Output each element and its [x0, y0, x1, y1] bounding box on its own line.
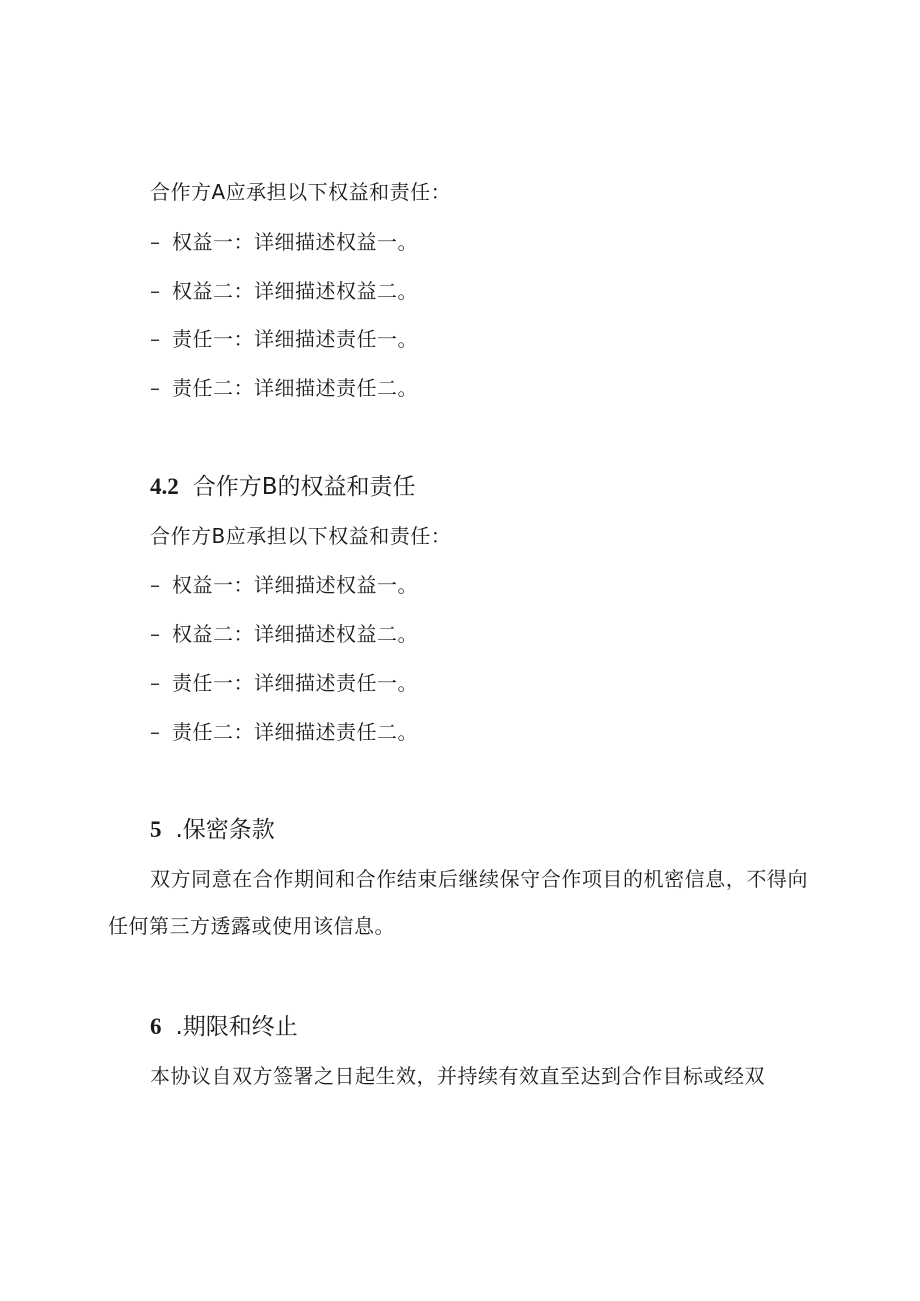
list-item-text: 权益一：详细描述权益一。 — [172, 573, 418, 597]
list-item — [150, 228, 418, 256]
section-5-heading — [150, 815, 275, 845]
bullet-dash: – — [150, 622, 161, 646]
section-number: 4.2 — [150, 474, 179, 499]
list-item — [150, 571, 418, 599]
section-title: .保密条款 — [175, 817, 275, 843]
section-number: 5 — [150, 817, 162, 842]
list-item-text: 责任一：详细描述责任一。 — [172, 327, 418, 351]
bullet-dash: – — [150, 327, 161, 351]
list-item-text: 责任二：详细描述责任二。 — [172, 376, 418, 400]
bullet-dash: – — [150, 230, 161, 254]
section-title: .期限和终止 — [175, 1014, 298, 1040]
list-item-text: 责任一：详细描述责任一。 — [172, 671, 418, 695]
bullet-dash: – — [150, 279, 161, 303]
list-item — [150, 277, 418, 305]
bullet-dash: – — [150, 720, 161, 744]
section-4-2-heading — [150, 472, 416, 502]
bullet-dash: – — [150, 573, 161, 597]
list-item-text: 责任二：详细描述责任二。 — [172, 720, 418, 744]
section-5-body: 双方同意在合作期间和合作结束后继续保守合作项目的机密信息，不得向任何第三方透露或使用该信息。 — [108, 867, 808, 938]
section-number: 6 — [150, 1014, 162, 1039]
list-item-text: 权益一：详细描述权益一。 — [172, 230, 418, 254]
list-item — [150, 325, 418, 353]
list-item — [150, 620, 418, 648]
section-6-body: 本协议自双方签署之日起生效，并持续有效直至达到合作目标或经双 — [150, 1064, 765, 1088]
list-item — [150, 718, 418, 746]
section-6-heading — [150, 1012, 298, 1042]
section-4-2-intro: 合作方B应承担以下权益和责任： — [150, 524, 452, 548]
list-item-text: 权益二：详细描述权益二。 — [172, 622, 418, 646]
section-4-1-intro: 合作方A应承担以下权益和责任： — [150, 180, 452, 204]
bullet-dash: – — [150, 671, 161, 695]
bullet-dash: – — [150, 376, 161, 400]
list-item-text: 权益二：详细描述权益二。 — [172, 279, 418, 303]
list-item — [150, 669, 418, 697]
list-item — [150, 374, 418, 402]
section-title: 合作方B的权益和责任 — [192, 474, 416, 500]
